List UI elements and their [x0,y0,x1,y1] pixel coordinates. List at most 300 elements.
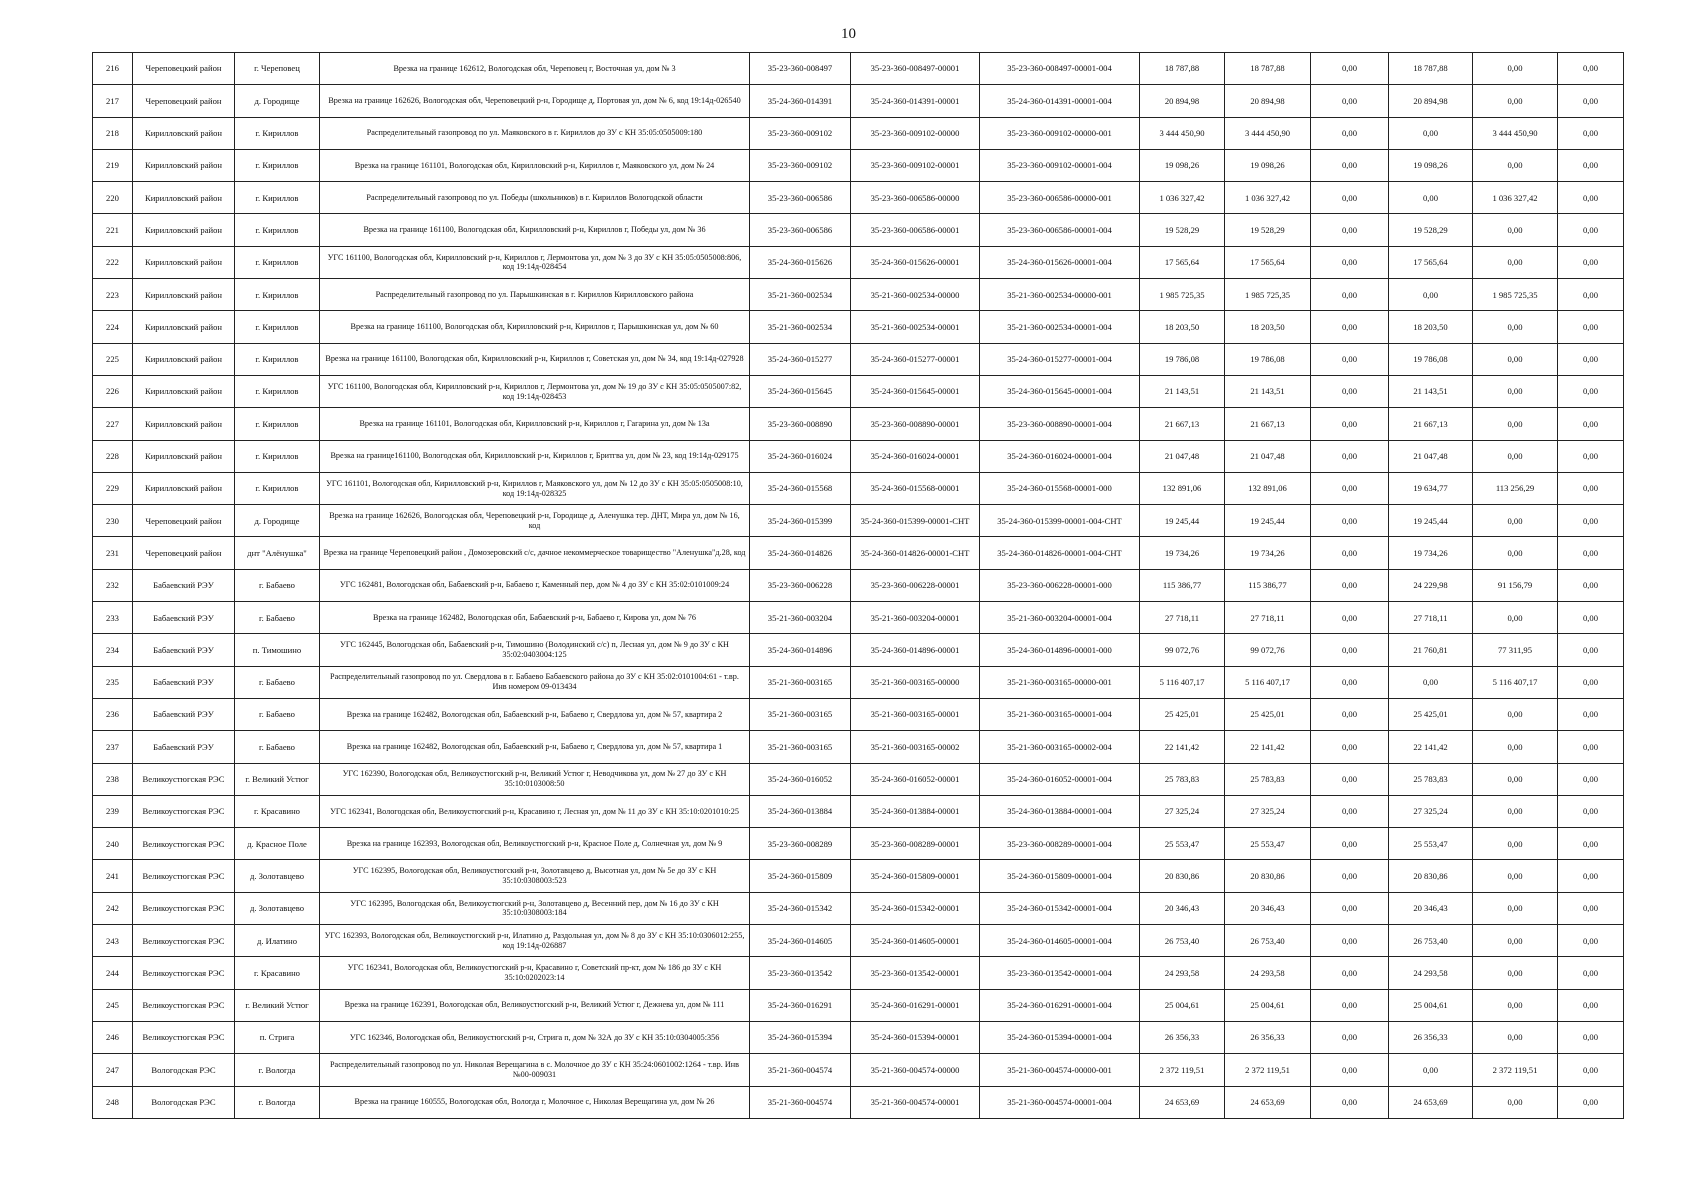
cell-row-number: 236 [93,698,133,730]
cell-amount-col-3: 0,00 [1311,53,1389,85]
cell-district: Кирилловский район [133,408,235,440]
cell-amount-col-4: 19 786,08 [1389,343,1473,375]
table-row [93,763,1624,795]
cell-inventory-code: 35-23-360-008497-00001-004 [980,53,1140,85]
cell-locality: г. Великий Устюг [235,989,320,1021]
cell-object-code: 35-24-360-016024 [750,440,851,472]
cell-amount-col-4: 20 830,86 [1389,860,1473,892]
cell-locality: д. Красное Поле [235,828,320,860]
cell-locality: г. Красавино [235,795,320,827]
cell-district: Череповецкий район [133,53,235,85]
cell-amount-col-6: 0,00 [1558,537,1624,569]
cell-amount-col-6: 0,00 [1558,182,1624,214]
cell-amount-col-5: 77 311,95 [1473,634,1558,666]
cell-amount-col-3: 0,00 [1311,1054,1389,1086]
cell-total-amount: 19 098,26 [1140,149,1225,181]
cell-amount-col-4: 19 245,44 [1389,505,1473,537]
cell-object-subcode: 35-23-360-009102-00001 [851,149,980,181]
table-row [93,634,1624,666]
cell-amount-col-2: 19 528,29 [1225,214,1311,246]
cell-inventory-code: 35-24-360-014391-00001-004 [980,85,1140,117]
cell-object-code: 35-23-360-006228 [750,569,851,601]
cell-district: Бабаевский РЭУ [133,666,235,698]
table-row [93,472,1624,504]
cell-amount-col-6: 0,00 [1558,408,1624,440]
cell-object-code: 35-23-360-009102 [750,149,851,181]
cell-amount-col-3: 0,00 [1311,763,1389,795]
cell-district: Кирилловский район [133,472,235,504]
cell-object-code: 35-23-360-006586 [750,182,851,214]
cell-inventory-code: 35-23-360-009102-00000-001 [980,117,1140,149]
table-row [93,1054,1624,1086]
cell-amount-col-6: 0,00 [1558,1086,1624,1118]
cell-object-description: Врезка на границе161100, Вологодская обл, Кирилловский р-н, Кириллов г, Бритгва ул, дом № 23, код 19:14д-029175 [320,440,750,472]
cell-object-description: Врезка на границе 161101, Вологодская обл, Кирилловский р-н, Кириллов г, Маяковского ул, дом № 24 [320,149,750,181]
cell-amount-col-2: 20 830,86 [1225,860,1311,892]
cell-object-subcode: 35-24-360-015645-00001 [851,375,980,407]
cell-district: Череповецкий район [133,85,235,117]
table-row [93,246,1624,278]
cell-amount-col-5: 0,00 [1473,311,1558,343]
cell-amount-col-2: 17 565,64 [1225,246,1311,278]
cell-total-amount: 25 783,83 [1140,763,1225,795]
cell-inventory-code: 35-23-360-006228-00001-000 [980,569,1140,601]
cell-row-number: 216 [93,53,133,85]
cell-object-description: Врезка на границе Череповецкий район , Домозеровский с/с, дачное некоммерческое товарищество "Аленушка"д.28, код [320,537,750,569]
cell-row-number: 248 [93,1086,133,1118]
cell-amount-col-5: 5 116 407,17 [1473,666,1558,698]
cell-object-code: 35-23-360-008497 [750,53,851,85]
cell-amount-col-6: 0,00 [1558,1054,1624,1086]
cell-amount-col-5: 0,00 [1473,505,1558,537]
cell-amount-col-5: 0,00 [1473,698,1558,730]
cell-district: Кирилловский район [133,246,235,278]
cell-amount-col-4: 27 325,24 [1389,795,1473,827]
cell-district: Великоустюгская РЭС [133,892,235,924]
table-row [93,569,1624,601]
table-row [93,408,1624,440]
cell-row-number: 234 [93,634,133,666]
cell-amount-col-5: 0,00 [1473,892,1558,924]
cell-locality: г. Красавино [235,957,320,989]
cell-amount-col-3: 0,00 [1311,989,1389,1021]
cell-object-subcode: 35-24-360-016291-00001 [851,989,980,1021]
cell-object-code: 35-24-360-016291 [750,989,851,1021]
cell-total-amount: 1 036 327,42 [1140,182,1225,214]
cell-object-description: Врезка на границе 161100, Вологодская обл, Кирилловский р-н, Кириллов г, Победы ул, дом № 36 [320,214,750,246]
cell-amount-col-5: 0,00 [1473,375,1558,407]
cell-object-description: Врезка на границе 161100, Вологодская обл, Кирилловский р-н, Кириллов г, Советская ул, дом № 34, код 19:14д-027928 [320,343,750,375]
cell-amount-col-3: 0,00 [1311,731,1389,763]
cell-object-code: 35-24-360-015342 [750,892,851,924]
cell-total-amount: 20 830,86 [1140,860,1225,892]
cell-total-amount: 22 141,42 [1140,731,1225,763]
cell-object-subcode: 35-24-360-014826-00001-СНТ [851,537,980,569]
cell-object-subcode: 35-24-360-014605-00001 [851,925,980,957]
cell-row-number: 226 [93,375,133,407]
cell-object-subcode: 35-21-360-003165-00001 [851,698,980,730]
cell-amount-col-2: 20 346,43 [1225,892,1311,924]
cell-row-number: 229 [93,472,133,504]
cell-locality: г. Вологда [235,1086,320,1118]
cell-district: Кирилловский район [133,149,235,181]
cell-amount-col-3: 0,00 [1311,246,1389,278]
cell-object-code: 35-21-360-003165 [750,666,851,698]
cell-amount-col-5: 0,00 [1473,343,1558,375]
cell-district: Великоустюгская РЭС [133,795,235,827]
cell-amount-col-2: 2 372 119,51 [1225,1054,1311,1086]
cell-amount-col-2: 115 386,77 [1225,569,1311,601]
cell-amount-col-5: 91 156,79 [1473,569,1558,601]
cell-amount-col-5: 0,00 [1473,1021,1558,1053]
cell-amount-col-5: 0,00 [1473,957,1558,989]
table-row [93,957,1624,989]
cell-total-amount: 25 553,47 [1140,828,1225,860]
cell-amount-col-3: 0,00 [1311,957,1389,989]
cell-amount-col-6: 0,00 [1558,634,1624,666]
cell-row-number: 223 [93,279,133,311]
cell-amount-col-4: 20 894,98 [1389,85,1473,117]
cell-amount-col-3: 0,00 [1311,569,1389,601]
cell-total-amount: 99 072,76 [1140,634,1225,666]
cell-object-code: 35-24-360-015626 [750,246,851,278]
cell-district: Кирилловский район [133,182,235,214]
cell-total-amount: 2 372 119,51 [1140,1054,1225,1086]
cell-total-amount: 20 894,98 [1140,85,1225,117]
cell-row-number: 240 [93,828,133,860]
cell-amount-col-4: 0,00 [1389,279,1473,311]
cell-inventory-code: 35-23-360-008289-00001-004 [980,828,1140,860]
cell-object-description: УГС 161100, Вологодская обл, Кирилловский р-н, Кириллов г, Лермонтова ул, дом № 3 до ЗУ с КН 35:05:0505008:806, код 19:14д-028454 [320,246,750,278]
cell-inventory-code: 35-24-360-015809-00001-004 [980,860,1140,892]
cell-object-subcode: 35-24-360-016024-00001 [851,440,980,472]
cell-locality: г. Кириллов [235,117,320,149]
cell-row-number: 219 [93,149,133,181]
cell-amount-col-4: 21 667,13 [1389,408,1473,440]
cell-object-code: 35-23-360-006586 [750,214,851,246]
cell-object-description: УГС 162341, Вологодская обл, Великоустюгский р-н, Красавино г, Лесная ул, дом № 11 до ЗУ с КН 35:10:0201010:25 [320,795,750,827]
cell-locality: г. Бабаево [235,731,320,763]
cell-amount-col-3: 0,00 [1311,472,1389,504]
cell-amount-col-5: 0,00 [1473,731,1558,763]
cell-amount-col-2: 5 116 407,17 [1225,666,1311,698]
cell-total-amount: 17 565,64 [1140,246,1225,278]
cell-district: Кирилловский район [133,440,235,472]
cell-district: Кирилловский район [133,311,235,343]
cell-row-number: 228 [93,440,133,472]
cell-amount-col-6: 0,00 [1558,602,1624,634]
cell-amount-col-3: 0,00 [1311,860,1389,892]
cell-district: Вологодская РЭС [133,1054,235,1086]
cell-row-number: 235 [93,666,133,698]
cell-object-subcode: 35-21-360-003204-00001 [851,602,980,634]
cell-total-amount: 24 653,69 [1140,1086,1225,1118]
table-row [93,537,1624,569]
cell-amount-col-6: 0,00 [1558,731,1624,763]
cell-amount-col-6: 0,00 [1558,375,1624,407]
cell-amount-col-3: 0,00 [1311,279,1389,311]
table-row [93,731,1624,763]
cell-district: Бабаевский РЭУ [133,698,235,730]
cell-district: Кирилловский район [133,117,235,149]
cell-locality: г. Бабаево [235,602,320,634]
cell-inventory-code: 35-24-360-015626-00001-004 [980,246,1140,278]
cell-amount-col-5: 2 372 119,51 [1473,1054,1558,1086]
cell-district: Великоустюгская РЭС [133,860,235,892]
cell-object-code: 35-24-360-014391 [750,85,851,117]
cell-object-subcode: 35-21-360-004574-00000 [851,1054,980,1086]
cell-amount-col-5: 0,00 [1473,1086,1558,1118]
cell-object-subcode: 35-24-360-015399-00001-СНТ [851,505,980,537]
cell-row-number: 243 [93,925,133,957]
cell-amount-col-3: 0,00 [1311,117,1389,149]
cell-amount-col-4: 18 787,88 [1389,53,1473,85]
cell-amount-col-3: 0,00 [1311,666,1389,698]
cell-amount-col-3: 0,00 [1311,408,1389,440]
cell-locality: г. Кириллов [235,375,320,407]
cell-amount-col-2: 25 425,01 [1225,698,1311,730]
cell-amount-col-6: 0,00 [1558,989,1624,1021]
cell-district: Великоустюгская РЭС [133,925,235,957]
cell-amount-col-6: 0,00 [1558,828,1624,860]
cell-amount-col-3: 0,00 [1311,149,1389,181]
cell-amount-col-3: 0,00 [1311,1021,1389,1053]
cell-object-subcode: 35-24-360-013884-00001 [851,795,980,827]
cell-object-description: Распределительный газопровод по ул. Николая Верещагина в с. Молочное до ЗУ с КН 35:24:0601002:1264 - т.вр. Инв №00-009031 [320,1054,750,1086]
cell-inventory-code: 35-23-360-009102-00001-004 [980,149,1140,181]
cell-total-amount: 19 245,44 [1140,505,1225,537]
cell-total-amount: 27 718,11 [1140,602,1225,634]
cell-locality: д. Городище [235,505,320,537]
cell-locality: г. Бабаево [235,569,320,601]
cell-locality: г. Кириллов [235,440,320,472]
cell-amount-col-2: 3 444 450,90 [1225,117,1311,149]
cell-amount-col-3: 0,00 [1311,85,1389,117]
cell-amount-col-4: 19 734,26 [1389,537,1473,569]
cell-object-code: 35-24-360-016052 [750,763,851,795]
cell-total-amount: 19 786,08 [1140,343,1225,375]
cell-object-description: Врезка на границе 161101, Вологодская обл, Кирилловский р-н, Кириллов г, Гагарина ул, дом № 13а [320,408,750,440]
cell-amount-col-2: 26 753,40 [1225,925,1311,957]
cell-amount-col-4: 19 528,29 [1389,214,1473,246]
cell-object-code: 35-24-360-015809 [750,860,851,892]
cell-amount-col-6: 0,00 [1558,246,1624,278]
cell-amount-col-6: 0,00 [1558,440,1624,472]
table-row [93,989,1624,1021]
cell-object-code: 35-24-360-014605 [750,925,851,957]
table-row [93,1086,1624,1118]
cell-amount-col-3: 0,00 [1311,214,1389,246]
cell-object-code: 35-21-360-002534 [750,311,851,343]
cell-amount-col-3: 0,00 [1311,537,1389,569]
cell-total-amount: 18 203,50 [1140,311,1225,343]
cell-row-number: 222 [93,246,133,278]
cell-row-number: 218 [93,117,133,149]
cell-district: Великоустюгская РЭС [133,989,235,1021]
cell-inventory-code: 35-23-360-006586-00000-001 [980,182,1140,214]
cell-locality: д. Илатино [235,925,320,957]
cell-amount-col-2: 20 894,98 [1225,85,1311,117]
cell-amount-col-2: 19 734,26 [1225,537,1311,569]
cell-object-description: Врезка на границе 162393, Вологодская обл, Великоустюгский р-н, Красное Поле д, Солнечная ул, дом № 9 [320,828,750,860]
cell-total-amount: 20 346,43 [1140,892,1225,924]
cell-amount-col-2: 24 293,58 [1225,957,1311,989]
table-row [93,666,1624,698]
cell-amount-col-4: 26 356,33 [1389,1021,1473,1053]
cell-object-description: Врезка на границе 161100, Вологодская обл, Кирилловский р-н, Кириллов г, Парышкинская ул, дом № 60 [320,311,750,343]
cell-object-code: 35-23-360-008289 [750,828,851,860]
cell-amount-col-4: 21 047,48 [1389,440,1473,472]
cell-amount-col-5: 0,00 [1473,214,1558,246]
cell-object-code: 35-24-360-015394 [750,1021,851,1053]
cell-locality: п. Тимошино [235,634,320,666]
cell-amount-col-4: 25 004,61 [1389,989,1473,1021]
cell-amount-col-5: 0,00 [1473,763,1558,795]
cell-total-amount: 21 667,13 [1140,408,1225,440]
cell-amount-col-2: 19 098,26 [1225,149,1311,181]
cell-amount-col-2: 132 891,06 [1225,472,1311,504]
cell-amount-col-4: 25 783,83 [1389,763,1473,795]
cell-locality: г. Кириллов [235,343,320,375]
cell-amount-col-2: 24 653,69 [1225,1086,1311,1118]
cell-district: Вологодская РЭС [133,1086,235,1118]
cell-row-number: 233 [93,602,133,634]
cell-amount-col-6: 0,00 [1558,505,1624,537]
cell-amount-col-5: 1 985 725,35 [1473,279,1558,311]
cell-total-amount: 19 734,26 [1140,537,1225,569]
table-row [93,795,1624,827]
cell-district: Кирилловский район [133,279,235,311]
table-row [93,698,1624,730]
cell-inventory-code: 35-24-360-016024-00001-004 [980,440,1140,472]
cell-object-subcode: 35-23-360-008289-00001 [851,828,980,860]
cell-amount-col-2: 19 786,08 [1225,343,1311,375]
cell-object-subcode: 35-21-360-003165-00000 [851,666,980,698]
cell-object-subcode: 35-24-360-015277-00001 [851,343,980,375]
cell-amount-col-6: 0,00 [1558,279,1624,311]
cell-total-amount: 18 787,88 [1140,53,1225,85]
cell-locality: г. Кириллов [235,149,320,181]
cell-object-subcode: 35-23-360-006228-00001 [851,569,980,601]
cell-amount-col-6: 0,00 [1558,472,1624,504]
cell-amount-col-5: 0,00 [1473,246,1558,278]
cell-row-number: 230 [93,505,133,537]
table-row [93,117,1624,149]
cell-object-code: 35-21-360-003204 [750,602,851,634]
table-body [93,53,1624,1119]
cell-amount-col-4: 21 143,51 [1389,375,1473,407]
cell-amount-col-2: 27 718,11 [1225,602,1311,634]
cell-object-description: Врезка на границе 162626, Вологодская обл, Череповецкий р-н, Городище д, Аленушка тер. ДНТ, Мира ул, дом № 16, код [320,505,750,537]
table-row [93,602,1624,634]
table-row [93,375,1624,407]
page-number: 10 [841,26,856,42]
cell-amount-col-5: 0,00 [1473,602,1558,634]
cell-amount-col-6: 0,00 [1558,795,1624,827]
cell-object-description: УГС 162395, Вологодская обл, Великоустюгский р-н, Золотавцево д, Весенний пер, дом № 16 до ЗУ с КН 35:10:0308003:184 [320,892,750,924]
cell-locality: г. Череповец [235,53,320,85]
cell-object-code: 35-23-360-009102 [750,117,851,149]
cell-amount-col-6: 0,00 [1558,698,1624,730]
cell-object-code: 35-24-360-015399 [750,505,851,537]
cell-amount-col-2: 22 141,42 [1225,731,1311,763]
cell-object-description: УГС 162390, Вологодская обл, Великоустюгский р-н, Великий Устюг г, Неводчикова ул, дом № 27 до ЗУ с КН 35:10:0103008:50 [320,763,750,795]
cell-row-number: 217 [93,85,133,117]
cell-locality: г. Кириллов [235,311,320,343]
cell-total-amount: 26 356,33 [1140,1021,1225,1053]
cell-locality: г. Кириллов [235,472,320,504]
cell-amount-col-5: 0,00 [1473,440,1558,472]
cell-amount-col-5: 0,00 [1473,537,1558,569]
cell-amount-col-3: 0,00 [1311,925,1389,957]
cell-locality: д. Золотавцево [235,860,320,892]
cell-inventory-code: 35-24-360-016052-00001-004 [980,763,1140,795]
cell-object-description: УГС 162445, Вологодская обл, Бабаевский р-н, Тимошино (Володинский с/с) п, Лесная ул, дом № 9 до ЗУ с КН 35:02:0403004:125 [320,634,750,666]
cell-object-subcode: 35-23-360-008890-00001 [851,408,980,440]
cell-object-description: Распределительный газопровод по ул. Свердлова в г. Бабаево Бабаевского района до ЗУ с КН 35:02:0101004:61 - т.вр. Инв номером 09-013434 [320,666,750,698]
cell-row-number: 239 [93,795,133,827]
cell-inventory-code: 35-24-360-015342-00001-004 [980,892,1140,924]
cell-amount-col-5: 1 036 327,42 [1473,182,1558,214]
cell-amount-col-5: 3 444 450,90 [1473,117,1558,149]
cell-district: Череповецкий район [133,505,235,537]
cell-locality: г. Великий Устюг [235,763,320,795]
cell-object-description: Врезка на границе 162612, Вологодская обл, Череповец г, Восточная ул, дом № 3 [320,53,750,85]
table-row [93,343,1624,375]
cell-inventory-code: 35-24-360-015399-00001-004-СНТ [980,505,1140,537]
cell-object-code: 35-24-360-014826 [750,537,851,569]
cell-row-number: 231 [93,537,133,569]
cell-amount-col-2: 26 356,33 [1225,1021,1311,1053]
cell-row-number: 245 [93,989,133,1021]
cell-amount-col-2: 18 787,88 [1225,53,1311,85]
table-row [93,214,1624,246]
cell-amount-col-3: 0,00 [1311,505,1389,537]
cell-inventory-code: 35-24-360-016291-00001-004 [980,989,1140,1021]
cell-district: Великоустюгская РЭС [133,1021,235,1053]
cell-object-code: 35-21-360-003165 [750,731,851,763]
cell-amount-col-4: 18 203,50 [1389,311,1473,343]
cell-district: Кирилловский район [133,214,235,246]
cell-locality: г. Кириллов [235,214,320,246]
cell-amount-col-6: 0,00 [1558,925,1624,957]
cell-amount-col-5: 0,00 [1473,795,1558,827]
cell-object-description: УГС 162393, Вологодская обл, Великоустюгский р-н, Илатино д, Раздольная ул, дом № 8 до ЗУ с КН 35:10:0306012:255, код 19:14д-026887 [320,925,750,957]
cell-amount-col-4: 27 718,11 [1389,602,1473,634]
cell-district: Кирилловский район [133,375,235,407]
cell-object-description: УГС 162481, Вологодская обл, Бабаевский р-н, Бабаево г, Каменный пер, дом № 4 до ЗУ с КН 35:02:0101009:24 [320,569,750,601]
cell-total-amount: 26 753,40 [1140,925,1225,957]
cell-row-number: 237 [93,731,133,763]
cell-amount-col-2: 21 667,13 [1225,408,1311,440]
cell-object-description: Врезка на границе 162482, Вологодская обл, Бабаевский р-н, Бабаево г, Свердлова ул, дом № 57, квартира 2 [320,698,750,730]
cell-total-amount: 21 047,48 [1140,440,1225,472]
cell-row-number: 227 [93,408,133,440]
cell-object-description: Распределительный газопровод по ул. Победы (школьников) в г. Кириллов Вологодской области [320,182,750,214]
cell-amount-col-3: 0,00 [1311,634,1389,666]
cell-row-number: 225 [93,343,133,375]
cell-amount-col-3: 0,00 [1311,602,1389,634]
cell-row-number: 220 [93,182,133,214]
cell-amount-col-2: 21 047,48 [1225,440,1311,472]
cell-locality: г. Бабаево [235,666,320,698]
cell-district: Бабаевский РЭУ [133,602,235,634]
cell-object-description: УГС 162395, Вологодская обл, Великоустюгский р-н, Золотавцево д, Высотная ул, дом № 5е до ЗУ с КН 35:10:0308003:523 [320,860,750,892]
cell-locality: днт "Алёнушка" [235,537,320,569]
cell-inventory-code: 35-21-360-003165-00000-001 [980,666,1140,698]
cell-amount-col-3: 0,00 [1311,182,1389,214]
cell-amount-col-5: 113 256,29 [1473,472,1558,504]
